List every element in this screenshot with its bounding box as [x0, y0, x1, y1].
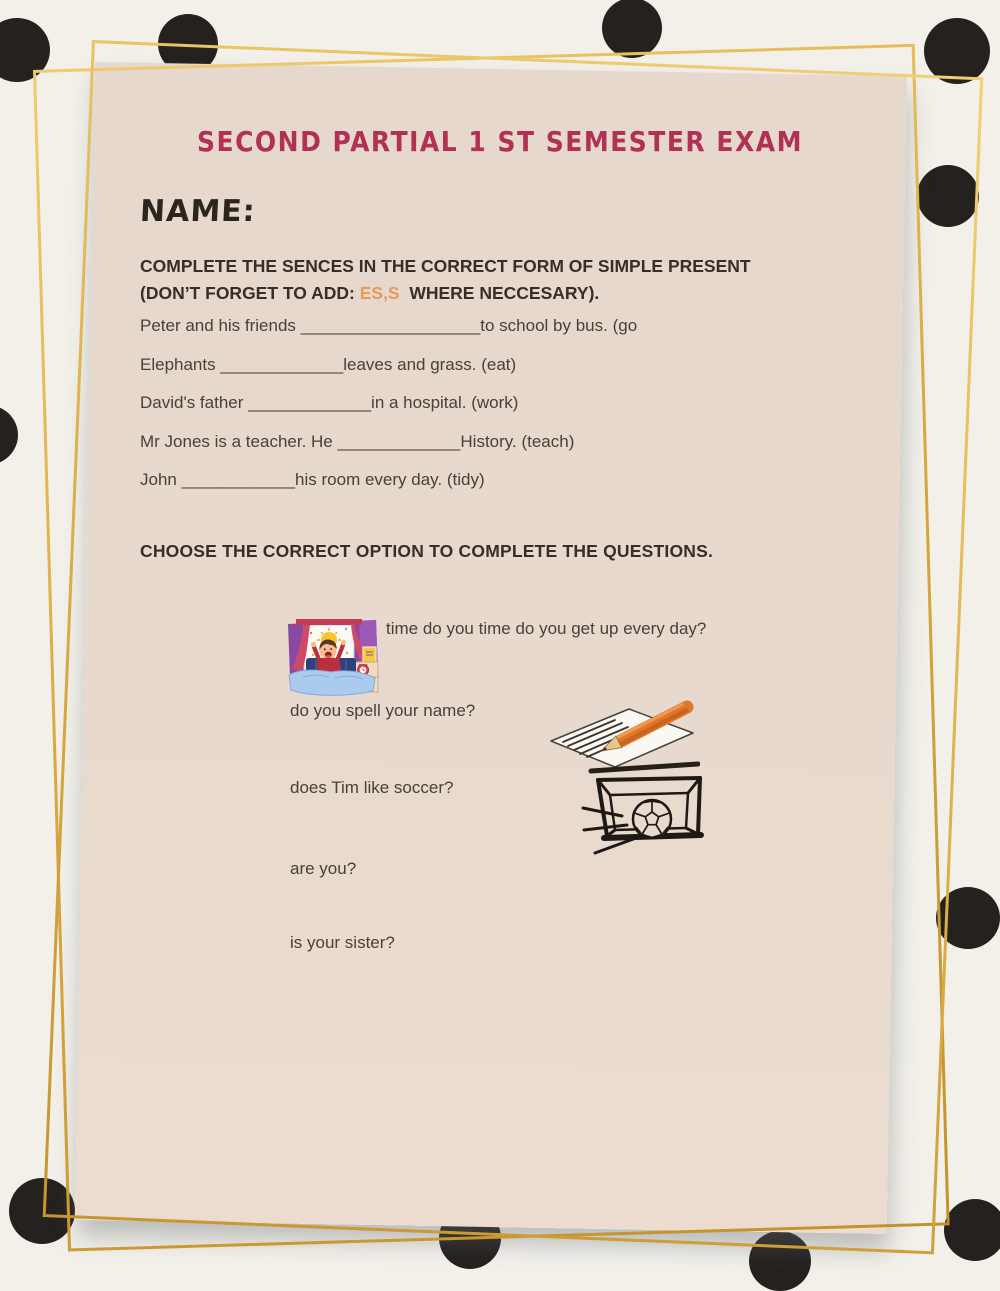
question-text[interactable]: time do you time do you get up every day?: [386, 619, 707, 638]
fill-blank-sentence[interactable]: John ____________his room every day. (tidy): [140, 470, 485, 489]
instruction-text: COMPLETE THE SENCES IN THE CORRECT FORM OF SIMPLE PRESENT (DON’T FORGET TO ADD:: [140, 256, 751, 304]
question-text[interactable]: is your sister?: [290, 933, 395, 952]
question-text[interactable]: does Tim like soccer?: [290, 778, 454, 797]
wake-up-illustration: [283, 611, 383, 699]
instruction-text: WHERE NECCESARY).: [399, 283, 600, 304]
fill-blank-exercise: [140, 316, 840, 509]
exam-title: SECOND PARTIAL 1 ST SEMESTER EXAM: [197, 125, 803, 158]
soccer-goal-illustration: [578, 762, 713, 857]
fill-blank-sentence[interactable]: Mr Jones is a teacher. He _____________History. (teach): [140, 431, 575, 451]
fill-blank-sentence[interactable]: Peter and his friends ___________________to school by bus. (go: [140, 316, 638, 335]
fill-blank-sentence[interactable]: Elephants _____________leaves and grass. (eat): [140, 354, 517, 374]
instruction-highlight: ES,S: [359, 283, 400, 304]
section2-heading: CHOOSE THE CORRECT OPTION TO COMPLETE THE QUESTIONS.: [140, 541, 714, 561]
section1-instruction: [140, 253, 796, 307]
name-label: NAME:: [139, 194, 257, 229]
question-text[interactable]: are you?: [290, 859, 357, 878]
question-text[interactable]: do you spell your name?: [290, 701, 476, 720]
fill-blank-sentence[interactable]: David's father _____________in a hospital. (work): [140, 393, 519, 412]
